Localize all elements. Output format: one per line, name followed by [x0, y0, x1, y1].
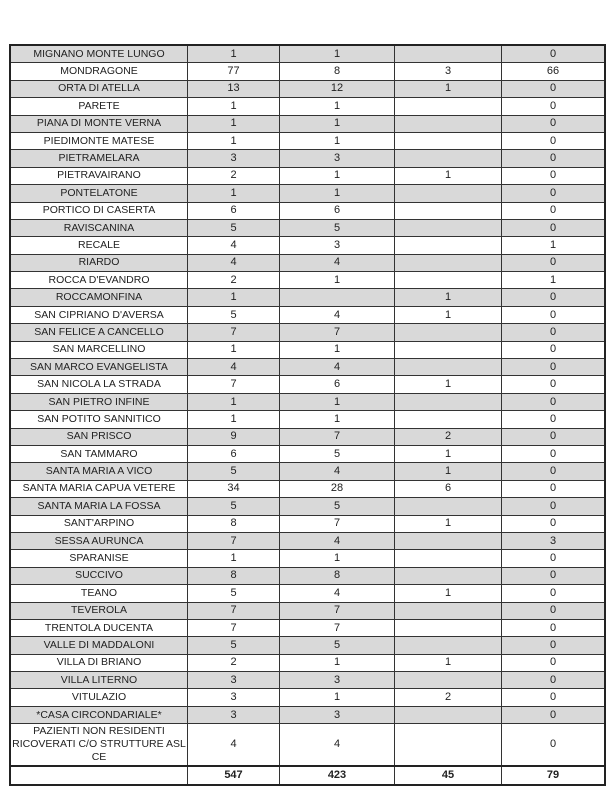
total-cases: 5: [188, 637, 280, 654]
column-3-value: 1: [395, 445, 502, 462]
total-cases: 13: [188, 80, 280, 97]
column-4-value: 0: [502, 167, 606, 184]
table-row: [10, 306, 605, 323]
column-4-value: 0: [502, 150, 606, 167]
column-2-value: 5: [280, 498, 395, 515]
column-4-value: 0: [502, 185, 606, 202]
column-4-value: 0: [502, 80, 606, 97]
column-2-value: 7: [280, 619, 395, 636]
column-4-value: 0: [502, 706, 606, 723]
municipality-name: VITULAZIO: [10, 689, 188, 706]
column-3-value: 2: [395, 428, 502, 445]
municipality-name: VILLA DI BRIANO: [10, 654, 188, 671]
column-3-value: [395, 498, 502, 515]
column-4-value: 0: [502, 393, 606, 410]
total-cases: 2: [188, 167, 280, 184]
column-2-value: 1: [280, 341, 395, 358]
column-2-value: 1: [280, 185, 395, 202]
column-2-value: 1: [280, 132, 395, 149]
municipality-name: MONDRAGONE: [10, 63, 188, 80]
total-cases: 1: [188, 98, 280, 115]
column-3-value: [395, 706, 502, 723]
column-2-value: 8: [280, 567, 395, 584]
municipality-name: PORTICO DI CASERTA: [10, 202, 188, 219]
table-row: [10, 498, 605, 515]
total-municipality-name: [10, 766, 188, 785]
total-cases: 7: [188, 376, 280, 393]
total-cases: 3: [188, 150, 280, 167]
table-row: [10, 132, 605, 149]
table-row: [10, 724, 605, 767]
column-3-value: [395, 324, 502, 341]
column-2-value: 5: [280, 445, 395, 462]
total-column-3-value: 45: [395, 766, 502, 785]
municipality-name: PIETRAVAIRANO: [10, 167, 188, 184]
column-2-value: 1: [280, 167, 395, 184]
column-3-value: [395, 602, 502, 619]
total-cases: 1: [188, 289, 280, 306]
table-row: [10, 150, 605, 167]
column-3-value: 2: [395, 689, 502, 706]
column-4-value: 0: [502, 359, 606, 376]
column-4-value: 0: [502, 567, 606, 584]
column-2-value: [280, 289, 395, 306]
column-3-value: 1: [395, 289, 502, 306]
column-4-value: 0: [502, 654, 606, 671]
total-cases: 1: [188, 185, 280, 202]
column-2-value: 1: [280, 98, 395, 115]
column-4-value: 0: [502, 45, 606, 63]
table-row: [10, 393, 605, 410]
column-4-value: 0: [502, 724, 606, 767]
municipality-name: *CASA CIRCONDARIALE*: [10, 706, 188, 723]
column-4-value: 0: [502, 619, 606, 636]
total-cases: 3: [188, 706, 280, 723]
column-4-value: 0: [502, 463, 606, 480]
municipality-name: SUCCIVO: [10, 567, 188, 584]
column-3-value: 1: [395, 376, 502, 393]
total-cases: 2: [188, 272, 280, 289]
table-row: [10, 567, 605, 584]
column-2-value: 4: [280, 532, 395, 549]
column-2-value: 7: [280, 602, 395, 619]
column-4-value: 0: [502, 132, 606, 149]
total-cases: 34: [188, 480, 280, 497]
municipality-name: VALLE DI MADDALONI: [10, 637, 188, 654]
table-row: [10, 202, 605, 219]
total-cases: 5: [188, 585, 280, 602]
table-row: [10, 706, 605, 723]
municipality-name: PAZIENTI NON RESIDENTI RICOVERATI C/O STRUTTURE ASL CE: [10, 724, 188, 767]
column-3-value: [395, 550, 502, 567]
column-3-value: [395, 254, 502, 271]
municipality-name: TEVEROLA: [10, 602, 188, 619]
total-column-4-value: 79: [502, 766, 606, 785]
total-cases: 1: [188, 393, 280, 410]
municipality-name: TEANO: [10, 585, 188, 602]
column-4-value: 0: [502, 98, 606, 115]
column-2-value: 1: [280, 45, 395, 63]
total-cases: 7: [188, 532, 280, 549]
column-2-value: 1: [280, 654, 395, 671]
column-4-value: 66: [502, 63, 606, 80]
total-cases: 4: [188, 237, 280, 254]
table-row: [10, 428, 605, 445]
column-4-value: 1: [502, 272, 606, 289]
total-cases: 9: [188, 428, 280, 445]
table-row: [10, 289, 605, 306]
column-2-value: 7: [280, 324, 395, 341]
column-2-value: 1: [280, 550, 395, 567]
total-column-2-value: 423: [280, 766, 395, 785]
total-cases: 7: [188, 619, 280, 636]
total-cases: 6: [188, 445, 280, 462]
column-2-value: 1: [280, 393, 395, 410]
column-4-value: 0: [502, 480, 606, 497]
municipality-name: SANTA MARIA A VICO: [10, 463, 188, 480]
total-cases: 77: [188, 63, 280, 80]
column-4-value: 0: [502, 498, 606, 515]
column-3-value: 6: [395, 480, 502, 497]
table-row: [10, 219, 605, 236]
column-2-value: 1: [280, 411, 395, 428]
table-row: [10, 619, 605, 636]
municipality-name: RAVISCANINA: [10, 219, 188, 236]
column-3-value: 1: [395, 463, 502, 480]
column-3-value: [395, 672, 502, 689]
column-3-value: [395, 393, 502, 410]
column-4-value: 1: [502, 237, 606, 254]
total-cases: 7: [188, 602, 280, 619]
column-2-value: 7: [280, 515, 395, 532]
column-4-value: 0: [502, 602, 606, 619]
total-cases: 4: [188, 254, 280, 271]
column-3-value: 1: [395, 515, 502, 532]
table-row: [10, 237, 605, 254]
column-2-value: 3: [280, 706, 395, 723]
column-4-value: 0: [502, 219, 606, 236]
column-2-value: 3: [280, 237, 395, 254]
municipality-name: VILLA LITERNO: [10, 672, 188, 689]
totals-row: [10, 766, 605, 785]
total-cases: 5: [188, 463, 280, 480]
column-2-value: 3: [280, 672, 395, 689]
municipality-name: SAN PIETRO INFINE: [10, 393, 188, 410]
column-4-value: 0: [502, 411, 606, 428]
column-3-value: [395, 202, 502, 219]
municipality-name: SAN TAMMARO: [10, 445, 188, 462]
total-cases: 1: [188, 411, 280, 428]
municipality-name: SAN MARCO EVANGELISTA: [10, 359, 188, 376]
column-4-value: 0: [502, 341, 606, 358]
table-row: [10, 359, 605, 376]
column-4-value: 0: [502, 672, 606, 689]
column-4-value: 0: [502, 428, 606, 445]
table-row: [10, 672, 605, 689]
column-2-value: 7: [280, 428, 395, 445]
column-2-value: 4: [280, 463, 395, 480]
table-row: [10, 445, 605, 462]
table-row: [10, 532, 605, 549]
column-2-value: 12: [280, 80, 395, 97]
column-3-value: [395, 272, 502, 289]
column-4-value: 0: [502, 202, 606, 219]
table-row: [10, 480, 605, 497]
municipality-name: SANTA MARIA LA FOSSA: [10, 498, 188, 515]
column-4-value: 0: [502, 289, 606, 306]
column-4-value: 0: [502, 254, 606, 271]
total-cases: 7: [188, 324, 280, 341]
municipality-name: SAN POTITO SANNITICO: [10, 411, 188, 428]
total-cases: 6: [188, 202, 280, 219]
column-3-value: [395, 115, 502, 132]
column-3-value: 1: [395, 80, 502, 97]
municipality-cases-table: [9, 44, 606, 786]
table-row: [10, 45, 605, 63]
column-4-value: 3: [502, 532, 606, 549]
column-4-value: 0: [502, 324, 606, 341]
table-row: [10, 63, 605, 80]
table-row: [10, 98, 605, 115]
column-4-value: 0: [502, 550, 606, 567]
column-2-value: 1: [280, 115, 395, 132]
column-3-value: [395, 237, 502, 254]
total-cases: 2: [188, 654, 280, 671]
column-2-value: 6: [280, 376, 395, 393]
column-4-value: 0: [502, 585, 606, 602]
municipality-name: PIEDIMONTE MATESE: [10, 132, 188, 149]
column-3-value: [395, 341, 502, 358]
column-3-value: [395, 411, 502, 428]
table-body: [10, 45, 605, 785]
table-row: [10, 515, 605, 532]
column-4-value: 0: [502, 115, 606, 132]
table-row: [10, 80, 605, 97]
column-3-value: [395, 185, 502, 202]
municipality-name: TRENTOLA DUCENTA: [10, 619, 188, 636]
table-row: [10, 654, 605, 671]
total-cases: 5: [188, 498, 280, 515]
total-cases: 5: [188, 219, 280, 236]
table-row: [10, 550, 605, 567]
total-cases: 3: [188, 672, 280, 689]
total-cases: 3: [188, 689, 280, 706]
column-3-value: [395, 359, 502, 376]
total-cases: 8: [188, 515, 280, 532]
column-2-value: 5: [280, 219, 395, 236]
table-row: [10, 324, 605, 341]
table-row: [10, 689, 605, 706]
total-cases: 4: [188, 724, 280, 767]
table-row: [10, 411, 605, 428]
column-3-value: 1: [395, 654, 502, 671]
total-cases: 1: [188, 45, 280, 63]
column-3-value: [395, 219, 502, 236]
column-2-value: 5: [280, 637, 395, 654]
municipality-name: SAN NICOLA LA STRADA: [10, 376, 188, 393]
table-row: [10, 185, 605, 202]
column-3-value: [395, 150, 502, 167]
municipality-name: SAN FELICE A CANCELLO: [10, 324, 188, 341]
municipality-name: SPARANISE: [10, 550, 188, 567]
municipality-name: ROCCAMONFINA: [10, 289, 188, 306]
total-cases: 4: [188, 359, 280, 376]
table-row: [10, 254, 605, 271]
column-3-value: [395, 45, 502, 63]
total-cases: 1: [188, 341, 280, 358]
column-3-value: [395, 724, 502, 767]
column-4-value: 0: [502, 445, 606, 462]
municipality-name: RIARDO: [10, 254, 188, 271]
column-2-value: 4: [280, 306, 395, 323]
column-3-value: 3: [395, 63, 502, 80]
column-2-value: 1: [280, 689, 395, 706]
column-2-value: 6: [280, 202, 395, 219]
column-3-value: [395, 132, 502, 149]
total-cases: 1: [188, 115, 280, 132]
column-2-value: 8: [280, 63, 395, 80]
municipality-name: ROCCA D'EVANDRO: [10, 272, 188, 289]
municipality-name: ORTA DI ATELLA: [10, 80, 188, 97]
column-4-value: 0: [502, 637, 606, 654]
table-row: [10, 463, 605, 480]
municipality-name: SAN MARCELLINO: [10, 341, 188, 358]
column-3-value: 1: [395, 585, 502, 602]
column-2-value: 3: [280, 150, 395, 167]
column-3-value: [395, 619, 502, 636]
column-2-value: 4: [280, 724, 395, 767]
table-row: [10, 341, 605, 358]
municipality-name: SANTA MARIA CAPUA VETERE: [10, 480, 188, 497]
column-3-value: [395, 98, 502, 115]
column-3-value: [395, 567, 502, 584]
table-row: [10, 585, 605, 602]
municipality-name: PARETE: [10, 98, 188, 115]
total-total-cases: 547: [188, 766, 280, 785]
column-4-value: 0: [502, 376, 606, 393]
column-2-value: 1: [280, 272, 395, 289]
column-3-value: 1: [395, 306, 502, 323]
total-cases: 1: [188, 550, 280, 567]
table-row: [10, 167, 605, 184]
total-cases: 8: [188, 567, 280, 584]
total-cases: 1: [188, 132, 280, 149]
municipality-name: SAN PRISCO: [10, 428, 188, 445]
column-2-value: 4: [280, 254, 395, 271]
table-row: [10, 272, 605, 289]
table-row: [10, 637, 605, 654]
column-3-value: 1: [395, 167, 502, 184]
column-3-value: [395, 637, 502, 654]
municipality-name: PIETRAMELARA: [10, 150, 188, 167]
municipality-name: RECALE: [10, 237, 188, 254]
table-row: [10, 376, 605, 393]
municipality-name: PIANA DI MONTE VERNA: [10, 115, 188, 132]
municipality-name: PONTELATONE: [10, 185, 188, 202]
column-2-value: 4: [280, 585, 395, 602]
total-cases: 5: [188, 306, 280, 323]
column-3-value: [395, 532, 502, 549]
municipality-name: MIGNANO MONTE LUNGO: [10, 45, 188, 63]
column-2-value: 28: [280, 480, 395, 497]
column-4-value: 0: [502, 515, 606, 532]
column-2-value: 4: [280, 359, 395, 376]
municipality-name: SESSA AURUNCA: [10, 532, 188, 549]
table-row: [10, 115, 605, 132]
municipality-name: SANT'ARPINO: [10, 515, 188, 532]
column-4-value: 0: [502, 689, 606, 706]
table-row: [10, 602, 605, 619]
column-4-value: 0: [502, 306, 606, 323]
municipality-name: SAN CIPRIANO D'AVERSA: [10, 306, 188, 323]
